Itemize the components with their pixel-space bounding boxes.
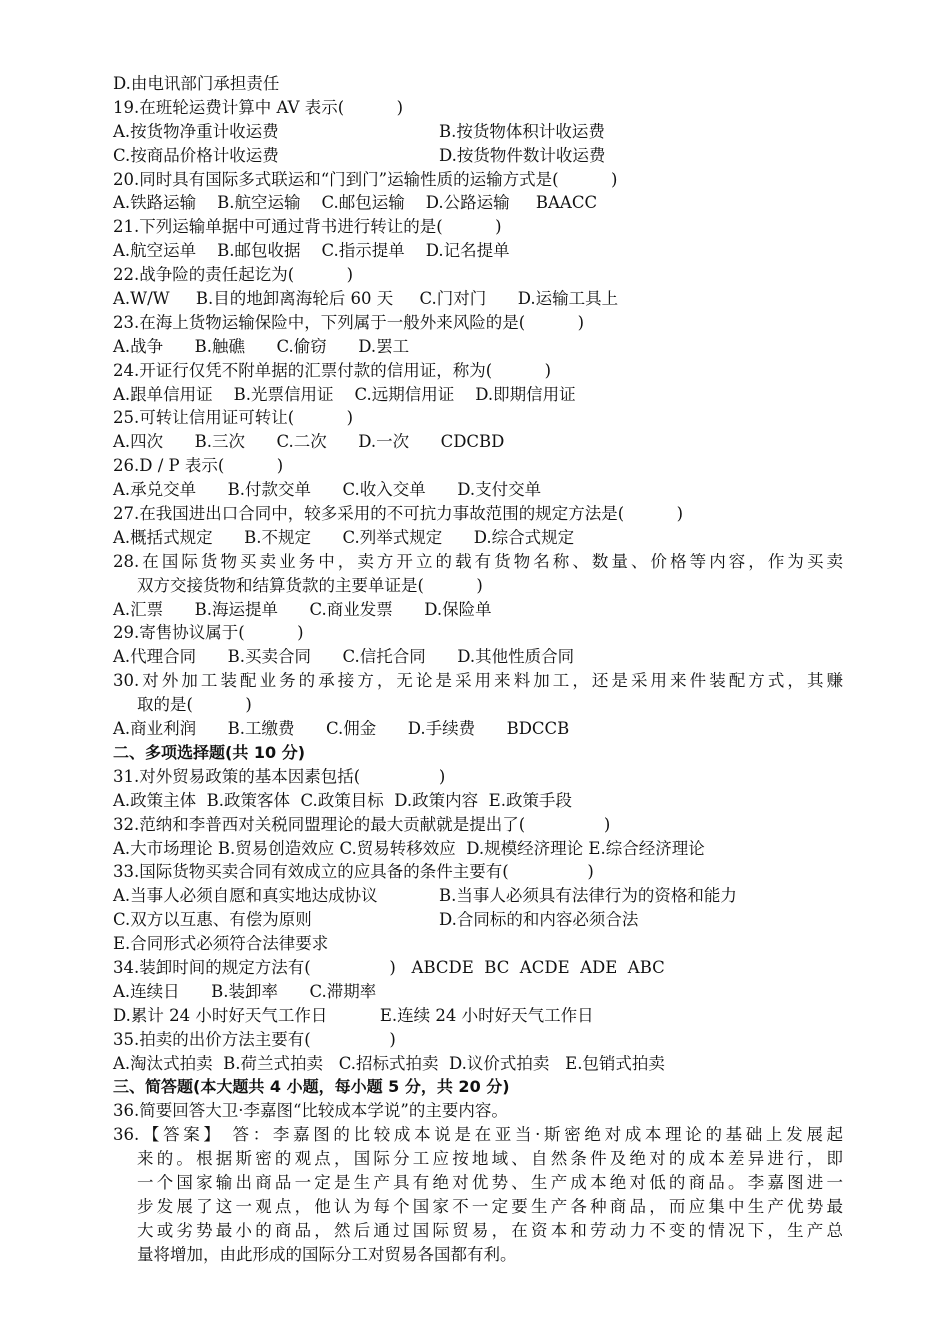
text-line: A.淘汰式拍卖 B.荷兰式拍卖 C.招标式拍卖 D.议价式拍卖 E.包销式拍卖 (113, 1053, 665, 1073)
option-left: A.当事人必须自愿和真实地达成协议 (113, 886, 378, 906)
option-right: B.当事人必须具有法律行为的资格和能力 (439, 886, 737, 906)
text-line (113, 120, 843, 144)
text-line: A.汇票 B.海运提单 C.商业发票 D.保险单 (113, 599, 492, 619)
text-line: 27.在我国进出口合同中，较多采用的不可抗力事故范围的规定方法是( ) (113, 504, 684, 524)
text-line: 28.在国际货物买卖业务中，卖方开立的载有货物名称、数量、价格等内容，作为买卖 (113, 551, 843, 571)
text-line: 21.下列运输单据中可通过背书进行转让的是( ) (113, 217, 502, 237)
text-line (113, 884, 843, 908)
text-line: 22.战争险的责任起讫为( ) (113, 265, 354, 285)
option-left: C.按商品价格计收运费 (113, 145, 279, 165)
text-line: A.W/W B.目的地卸离海轮后 60 天 C.门对门 D.运输工具上 (113, 289, 619, 309)
text-line: A.政策主体 B.政策客体 C.政策目标 D.政策内容 E.政策手段 (113, 790, 572, 810)
text-line: E.合同形式必须符合法律要求 (113, 934, 329, 954)
text-line: A.战争 B.触礁 C.偷窃 D.罢工 (113, 336, 410, 356)
text-line: A.铁路运输 B.航空运输 C.邮包运输 D.公路运输 BAACC (113, 193, 598, 213)
text-line: 34.装卸时间的规定方法有( ) ABCDE BC ACDE ADE ABC (113, 957, 665, 977)
text-line: 32.范纳和李普西对关税同盟理论的最大贡献就是提出了( ) (113, 814, 611, 834)
text-line: 双方交接货物和结算货款的主要单证是( ) (137, 575, 483, 595)
text-line: 35.拍卖的出价方法主要有( ) (113, 1029, 396, 1049)
text-line: 36.简要回答大卫·李嘉图“比较成本学说”的主要内容。 (113, 1101, 508, 1121)
text-line (113, 144, 843, 168)
document-page (113, 72, 843, 1267)
text-line (113, 908, 843, 932)
text-line: A.商业利润 B.工缴费 C.佣金 D.手续费 BDCCB (113, 719, 570, 739)
text-line: 26.D / P 表示( ) (113, 456, 284, 476)
text-line: A.航空运单 B.邮包收据 C.指示提单 D.记名提单 (113, 241, 510, 261)
text-line: 来的。根据斯密的观点，国际分工应按地域、自然条件及绝对的成本差异进行，即 (137, 1149, 843, 1169)
option-right: D.合同标的和内容必须合法 (439, 910, 639, 930)
text-line: 步发展了这一观点，他认为每个国家不一定要生产各种商品，而应集中生产优势最 (137, 1196, 843, 1216)
option-right: D.按货物件数计收运费 (439, 145, 606, 165)
option-left: C.双方以互惠、有偿为原则 (113, 910, 312, 930)
text-line: 30.对外加工装配业务的承接方，无论是采用来料加工，还是采用来件装配方式，其赚 (113, 671, 843, 691)
text-line: 量将增加，由此形成的国际分工对贸易各国都有利。 (137, 1244, 517, 1264)
text-line: 一个国家输出商品一定是生产具有绝对优势、生产成本绝对低的商品。李嘉图进一 (137, 1172, 843, 1192)
text-line: 20.同时具有国际多式联运和“门到门”运输性质的运输方式是( ) (113, 169, 618, 189)
text-line: A.跟单信用证 B.光票信用证 C.远期信用证 D.即期信用证 (113, 384, 576, 404)
text-line: 33.国际货物买卖合同有效成立的应具备的条件主要有( ) (113, 862, 594, 882)
text-line: A.连续日 B.装卸率 C.滞期率 (113, 981, 377, 1001)
text-line: 31.对外贸易政策的基本因素包括( ) (113, 766, 446, 786)
text-line: D.累计 24 小时好天气工作日 E.连续 24 小时好天气工作日 (113, 1005, 594, 1025)
text-line: 36.【答案】 答：李嘉图的比较成本说是在亚当·斯密绝对成本理论的基础上发展起 (113, 1125, 843, 1145)
text-line: 24.开证行仅凭不附单据的汇票付款的信用证，称为( ) (113, 360, 552, 380)
text-line: A.大市场理论 B.贸易创造效应 C.贸易转移效应 D.规模经济理论 E.综合经济理论 (113, 838, 705, 858)
option-left: A.按货物净重计收运费 (113, 121, 279, 141)
text-line: 19.在班轮运费计算中 AV 表示( ) (113, 97, 404, 117)
text-line: 29.寄售协议属于( ) (113, 623, 304, 643)
section-heading: 三、简答题(本大题共 4 小题，每小题 5 分，共 20 分) (113, 1077, 510, 1097)
text-line: A.概括式规定 B.不规定 C.列举式规定 D.综合式规定 (113, 527, 575, 547)
option-right: B.按货物体积计收运费 (439, 121, 605, 141)
text-line: A.承兑交单 B.付款交单 C.收入交单 D.支付交单 (113, 480, 542, 500)
section-heading: 二、多项选择题(共 10 分) (113, 742, 306, 762)
text-line: 取的是( ) (137, 695, 252, 715)
text-line: 大或劣势最小的商品，然后通过国际贸易，在资本和劳动力不变的情况下，生产总 (137, 1220, 843, 1240)
text-line: A.代理合同 B.买卖合同 C.信托合同 D.其他性质合同 (113, 647, 575, 667)
text-line: 25.可转让信用证可转让( ) (113, 408, 354, 428)
text-line: D.由电讯部门承担责任 (113, 74, 280, 93)
text-line: A.四次 B.三次 C.二次 D.一次 CDCBD (113, 432, 505, 452)
text-line: 23.在海上货物运输保险中，下列属于一般外来风险的是( ) (113, 312, 585, 332)
